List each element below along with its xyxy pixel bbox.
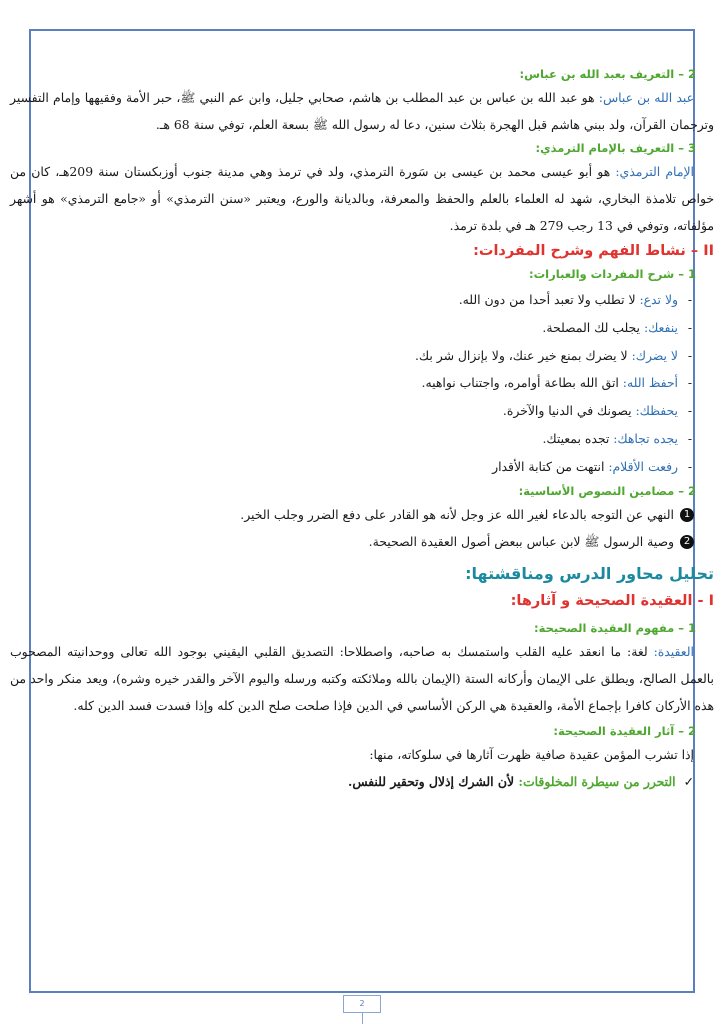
list-item: - رفعت الأقلام: انتهت من كتابة الأقدار bbox=[492, 458, 692, 474]
text-ibn-abbas: هو عبد الله بن عباس بن عبد المطلب بن هاشم، صحابي جليل، وابن عم النبي ﷺ، حبر الأمة وفقيهها وإمام التفسير وترجمان القرآن، ولد ببني هاشم قبل الهجرة بثلاث سنين، دعا له رسول الله ﷺ بسعة العلم، توفي سنة 68 هـ. bbox=[10, 90, 714, 132]
heading-understanding-activity: II – نشاط الفهم وشرح المفردات: bbox=[473, 243, 714, 259]
heading-tirmidhi: 3 – التعريف بالإمام الترمذي: bbox=[535, 141, 696, 155]
heading-ibn-abbas: 2 – التعريف بعبد الله بن عباس: bbox=[519, 67, 696, 81]
list-item: - ينفعك: يجلب لك المصلحة. bbox=[542, 319, 692, 335]
checkmark-icon: ✓ bbox=[683, 773, 694, 789]
text-creed: لغة: ما انعقد عليه القلب واستمسك به صاحبه، واصطلاحا: التصديق القلبي اليقيني بوجود الله تعالى ووحدانيته المصحوب بالعمل الصالح، ويطلق على الإيمان وأركانه الستة (الإيمان بالله وملائكته وكتبه ورسله واليوم الآخر والقدر خيره وشره)، ويعد منكر واحد من هذه الأركان كافرا بإجماع الأمة، والعقيدة هي الركن الأساسي في الدين فإذا صلحت صلح الدين كله وإذا فسدت فسد الدين كله. bbox=[10, 643, 714, 713]
document-body bbox=[10, 36, 714, 796]
number-badge: 2 bbox=[680, 535, 694, 549]
list-item: 1النهي عن التوجه بالدعاء لغير الله عز وجل لأنه هو القادر على دفع الضرر وجلب الخير. bbox=[10, 501, 714, 528]
text-tirmidhi: هو أبو عيسى محمد بن عيسى بن سَورة الترمذي، ولد في ترمذ وهي مدينة جنوب أوزبكستان سنة 209هـ، كان من خواص تلامذة البخاري، شهد له العلماء بالعلم والحفظ والمعرفة، وبالديانة والورع، ويعتبر «سنن الترمذي» أو «جامع الترمذي» هو أشهر مؤلفاته، وتوفي في 13 رجب 279 هـ في بلدة ترمذ. bbox=[10, 164, 714, 233]
paragraph-creed bbox=[10, 638, 714, 719]
vocabulary-list bbox=[10, 286, 714, 481]
number-badge: 1 bbox=[680, 508, 694, 522]
heading-vocabulary: 1 – شرح المفردات والعبارات: bbox=[529, 267, 696, 281]
list-item: - ولا تدع: لا تطلب ولا تعبد أحدا من دون الله. bbox=[458, 292, 692, 307]
paragraph-ibn-abbas bbox=[10, 84, 714, 138]
intro-creed-effects: إذا تشرب المؤمن عقيدة صافية ظهرت آثارها في سلوكاته، منها: bbox=[369, 746, 694, 762]
page-number-connector bbox=[362, 1013, 363, 1024]
page-number: 2 bbox=[343, 995, 381, 1013]
heading-lesson-analysis: تحليل محاور الدرس ومناقشتها: bbox=[465, 563, 714, 583]
heading-creed-effects: 2 – آثار العقيدة الصحيحة: bbox=[553, 723, 696, 738]
term-creed: العقيدة: bbox=[653, 643, 694, 659]
check-item: ✓التحرر من سيطرة المخلوقات: لأن الشرك إذلال وتحقير للنفس. bbox=[348, 773, 694, 789]
list-item: - يحفظك: يصونك في الدنيا والآخرة. bbox=[502, 403, 692, 419]
term-ibn-abbas: عبد الله بن عباس: bbox=[598, 90, 694, 105]
heading-creed-concept: 1 – مفهوم العقيدة الصحيحة: bbox=[534, 620, 696, 635]
term-tirmidhi: الإمام الترمذي: bbox=[615, 164, 694, 179]
heading-correct-creed: I - العقيدة الصحيحة و آثارها: bbox=[510, 592, 714, 609]
list-item: 2وصية الرسول ﷺ لابن عباس ببعض أصول العقيدة الصحيحة. bbox=[10, 528, 714, 555]
list-item: - أحفظ الله: اتق الله بطاعة أوامره، واجتناب نواهيه. bbox=[421, 375, 692, 391]
list-item: - لا يضرك: لا يضرك بمنع خير عنك، ولا بإنزال شر بك. bbox=[414, 347, 692, 363]
list-item: - يجده تجاهك: تجده بمعيتك. bbox=[542, 430, 692, 446]
heading-main-contents: 2 – مضامين النصوص الأساسية: bbox=[518, 483, 696, 498]
paragraph-tirmidhi bbox=[10, 158, 714, 239]
